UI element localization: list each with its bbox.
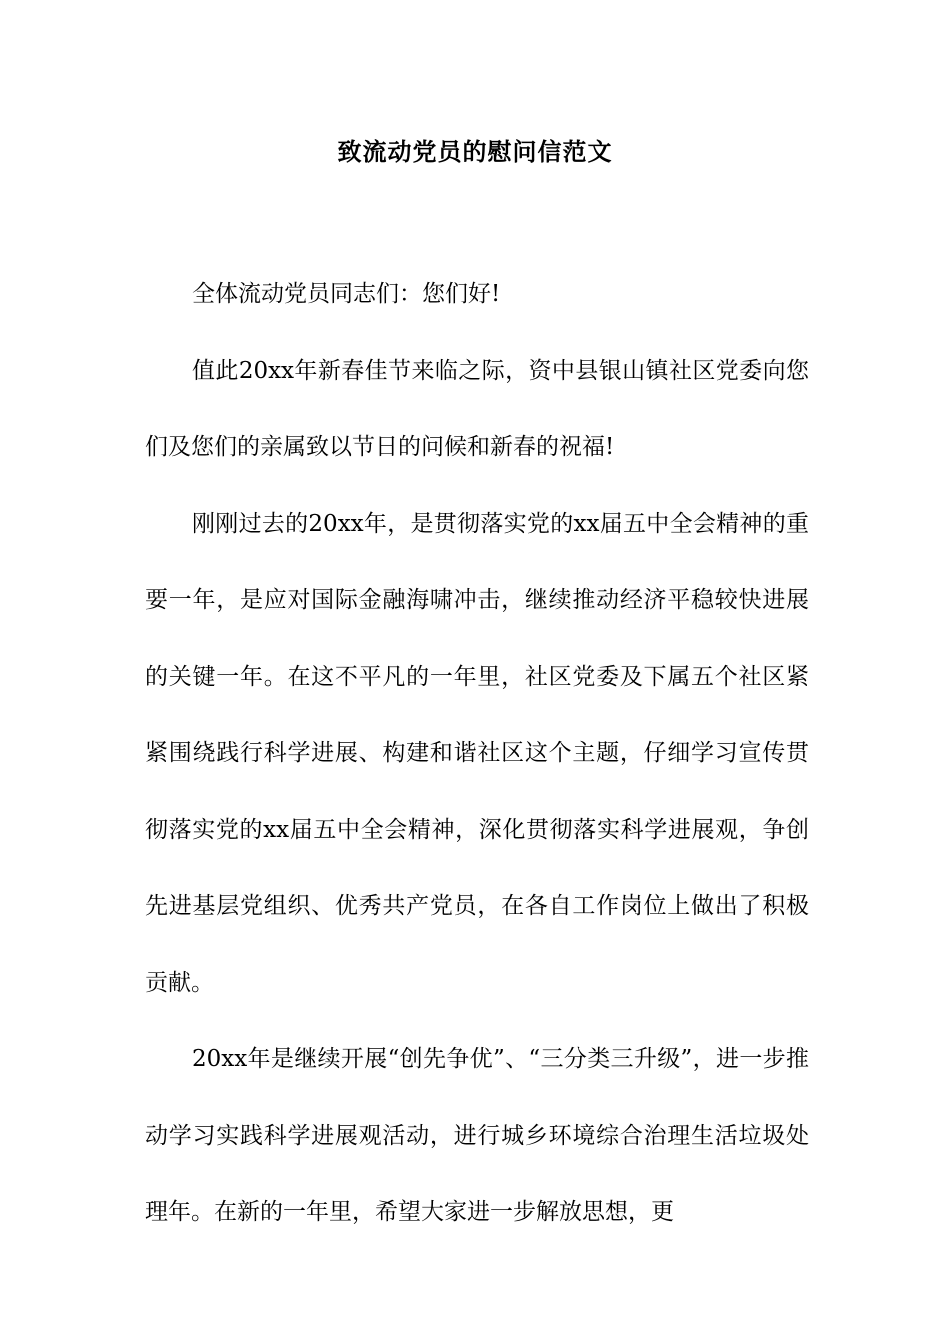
document-body [145, 256, 809, 1251]
paragraph-greeting: 全体流动党员同志们：您们好! [192, 281, 501, 307]
paragraph-new-year-wishes: 值此20xx年新春佳节来临之际，资中县银山镇社区党委向您们及您们的亲属致以节日的问候和新春的祝福! [145, 357, 809, 460]
document-title: 致流动党员的慰问信范文 [337, 137, 613, 166]
paragraph-past-year-review: 刚刚过去的20xx年，是贯彻落实党的xx届五中全会精神的重要一年，是应对国际金融海啸冲击，继续推动经济平稳较快进展的关键一年。在这不平凡的一年里，社区党委及下属五个社区紧紧围绕践行科学进展、构建和谐社区这个主题，仔细学习宣传贯彻落实党的xx届五中全会精神，深化贯彻落实科学进展观，争创先进基层党组织、优秀共产党员，在各自工作岗位上做出了积极贡献。 [145, 510, 809, 996]
paragraph-new-year-goals: 20xx年是继续开展“创先争优”、“三分类三升级”，进一步推动学习实践科学进展观活动，进行城乡环境综合治理生活垃圾处理年。在新的一年里，希望大家进一步解放思想，更 [145, 1046, 809, 1225]
